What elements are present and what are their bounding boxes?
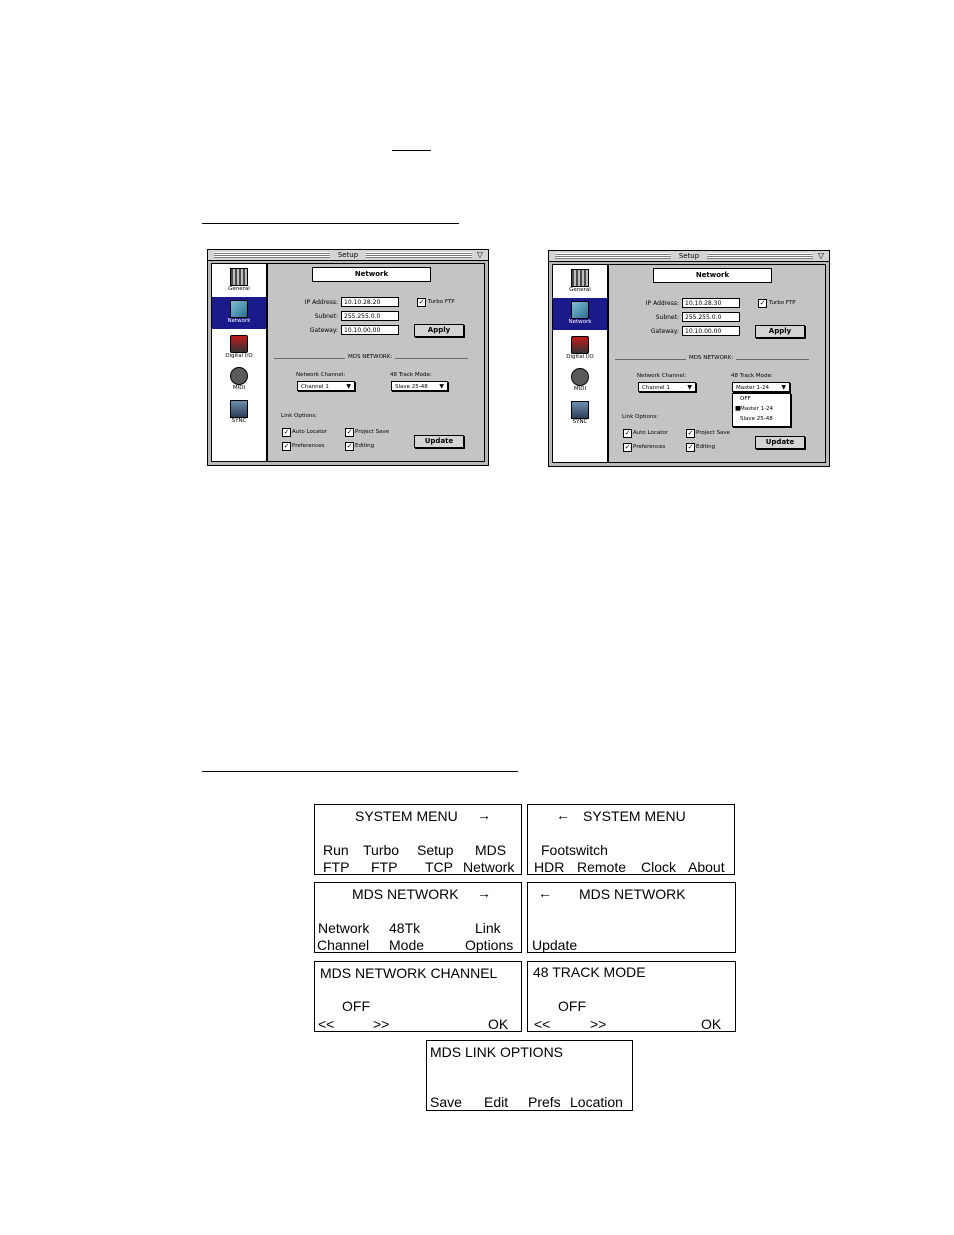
lcd-system-menu-1: [314, 804, 522, 875]
link-options-label: Link Options:: [281, 413, 318, 419]
preferences-checkbox[interactable]: ✓: [624, 443, 631, 451]
general-icon: [571, 269, 589, 287]
lcd-title: MDS LINK OPTIONS: [430, 1044, 564, 1060]
sidebar-item-digital-io[interactable]: Digital I/O: [212, 332, 266, 364]
preferences-label: Preferences: [292, 443, 325, 449]
lcd-softkey-label: Prefs: [528, 1094, 561, 1110]
lcd-title: SYSTEM MENU: [355, 808, 458, 824]
collapse-icon[interactable]: ▽: [817, 251, 825, 260]
project-save-checkbox[interactable]: ✓: [687, 429, 694, 437]
editing-label: Editing: [355, 443, 375, 449]
selected-bullet-icon: ■: [735, 405, 741, 412]
gateway-label: Gateway:: [309, 327, 338, 334]
lcd-value: OFF: [558, 998, 586, 1014]
midi-icon: [571, 368, 589, 386]
title-bar[interactable]: [208, 250, 488, 261]
dropdown-arrow-icon: ▼: [781, 384, 786, 391]
link-options-label: Link Options:: [622, 414, 659, 420]
turbo-ftp-checkbox[interactable]: ✓: [759, 299, 766, 307]
sidebar: [553, 265, 609, 462]
lcd-softkey-label: OK: [701, 1016, 722, 1032]
sidebar-item-network[interactable]: Network: [553, 298, 607, 330]
lcd-softkey-label: Mode: [389, 937, 425, 953]
lcd-softkey-label: Setup: [417, 842, 454, 858]
lcd-48-track-mode: [527, 961, 736, 1032]
sync-icon: [571, 401, 589, 419]
update-button[interactable]: Update: [414, 435, 464, 448]
lcd-softkey-label: Run: [323, 842, 349, 858]
window-title: Setup: [671, 251, 707, 261]
right-arrow-icon: →: [477, 807, 491, 823]
lcd-softkey-label: >>: [373, 1016, 390, 1032]
menu-item-slave[interactable]: Slave 25-48: [740, 416, 773, 422]
subnet-field[interactable]: 255.255.0.0: [341, 311, 399, 321]
section-rule-2: [202, 771, 518, 772]
lcd-title: MDS NETWORK: [579, 886, 686, 902]
dropdown-arrow-icon: ▼: [346, 383, 351, 390]
digital-io-icon: [571, 336, 589, 354]
sidebar-item-general[interactable]: General: [553, 266, 607, 298]
gateway-label: Gateway:: [650, 328, 679, 335]
lcd-softkey-label: Footswitch: [541, 842, 608, 858]
lcd-softkey-label: About: [688, 859, 725, 875]
editing-checkbox[interactable]: ✓: [346, 442, 353, 450]
network-channel-select[interactable]: Channel 1 ▼: [297, 381, 355, 391]
panel-title: Network: [312, 267, 431, 282]
sidebar-item-midi[interactable]: MIDI: [212, 364, 266, 396]
window-title: Setup: [330, 250, 366, 260]
digital-io-icon: [230, 335, 248, 353]
subnet-label: Subnet:: [655, 314, 679, 321]
sidebar-item-general[interactable]: General: [212, 265, 266, 297]
lcd-title: MDS NETWORK CHANNEL: [320, 965, 498, 981]
lcd-softkey-label: Turbo: [363, 842, 400, 858]
left-arrow-icon: ←: [556, 807, 570, 823]
ip-address-field[interactable]: 10.10.28.30: [682, 298, 740, 308]
editing-label: Editing: [696, 444, 716, 450]
lcd-softkey-label: Network: [318, 920, 370, 936]
lcd-softkey-label: Edit: [484, 1094, 509, 1110]
setup-window-right: [548, 250, 830, 467]
project-save-checkbox[interactable]: ✓: [346, 428, 353, 436]
auto-locator-checkbox[interactable]: ✓: [624, 429, 631, 437]
lcd-softkey-label: HDR: [534, 859, 565, 875]
lcd-mds-network-2: [527, 882, 736, 953]
collapse-icon[interactable]: ▽: [476, 250, 484, 259]
ip-address-label: IP Address:: [304, 299, 338, 306]
sync-icon: [230, 400, 248, 418]
dropdown-arrow-icon: ▼: [687, 384, 692, 391]
auto-locator-checkbox[interactable]: ✓: [283, 428, 290, 436]
track-mode-label: 48 Track Mode:: [731, 373, 773, 379]
lcd-softkey-label: Network: [463, 859, 515, 875]
lcd-softkey-label: Remote: [577, 859, 627, 875]
auto-locator-label: Auto Locator: [633, 430, 669, 436]
gateway-field[interactable]: 10.10.00.00: [682, 326, 740, 336]
sidebar-item-network[interactable]: Network: [212, 297, 266, 329]
preferences-checkbox[interactable]: ✓: [283, 442, 290, 450]
network-icon: [230, 300, 248, 318]
sidebar-item-sync[interactable]: SYNC: [553, 398, 607, 430]
lcd-mds-network-channel: [314, 961, 522, 1032]
left-arrow-icon: ←: [538, 885, 552, 901]
mds-network-label: MDS NETWORK:: [686, 355, 736, 361]
menu-item-off[interactable]: OFF: [740, 396, 751, 402]
panel-title: Network: [653, 268, 772, 283]
lcd-value: OFF: [342, 998, 370, 1014]
auto-locator-label: Auto Locator: [292, 429, 328, 435]
lcd-softkey-label: Link: [475, 920, 501, 936]
lcd-softkey-label: FTP: [323, 859, 350, 875]
lcd-mds-link-options: [426, 1040, 633, 1111]
dropdown-arrow-icon: ▼: [439, 383, 444, 390]
right-arrow-icon: →: [477, 885, 491, 901]
lcd-title: MDS NETWORK: [352, 886, 459, 902]
setup-window-left: [207, 249, 489, 466]
lcd-softkey-label: Channel: [317, 937, 370, 953]
lcd-softkey-label: Save: [430, 1094, 462, 1110]
lcd-title: SYSTEM MENU: [583, 808, 686, 824]
track-mode-menu: [732, 393, 791, 427]
lcd-softkey-label: FTP: [371, 859, 398, 875]
preferences-label: Preferences: [633, 444, 666, 450]
lcd-system-menu-2: [527, 804, 735, 875]
section-rule-1: [202, 223, 459, 224]
menu-item-master[interactable]: ■ Master 1-24: [735, 405, 774, 412]
lcd-softkey-label: TCP: [425, 859, 453, 875]
turbo-ftp-checkbox[interactable]: ✓: [418, 298, 425, 306]
update-button[interactable]: Update: [755, 436, 805, 449]
lcd-softkey-label: Clock: [641, 859, 677, 875]
ip-address-field[interactable]: 10.10.28.20: [341, 297, 399, 307]
apply-button[interactable]: Apply: [755, 325, 805, 338]
underline-rule: [392, 150, 431, 151]
lcd-softkey-label: >>: [590, 1016, 607, 1032]
network-icon: [571, 301, 589, 319]
track-mode-select[interactable]: Slave 25-48 ▼: [391, 381, 448, 391]
lcd-softkey-label: <<: [534, 1016, 551, 1032]
track-mode-label: 48 Track Mode:: [390, 372, 432, 378]
sidebar-item-sync[interactable]: SYNC: [212, 397, 266, 429]
editing-checkbox[interactable]: ✓: [687, 443, 694, 451]
track-mode-select[interactable]: Master 1-24 ▼: [732, 382, 790, 392]
network-channel-label: Network Channel:: [637, 373, 687, 379]
network-channel-select[interactable]: Channel 1 ▼: [638, 382, 696, 392]
subnet-field[interactable]: 255.255.0.0: [682, 312, 740, 322]
lcd-softkey-label: MDS: [475, 842, 507, 858]
gateway-field[interactable]: 10.10.00.00: [341, 325, 399, 335]
title-bar[interactable]: [549, 251, 829, 262]
lcd-softkey-label: <<: [318, 1016, 335, 1032]
lcd-softkey-label: 48Tk: [389, 920, 421, 936]
sidebar: [212, 264, 268, 461]
midi-icon: [230, 367, 248, 385]
mds-network-label: MDS NETWORK:: [345, 354, 395, 360]
turbo-ftp-label: Turbo FTP: [428, 299, 455, 305]
lcd-softkey-label: Options: [465, 937, 514, 953]
subnet-label: Subnet:: [314, 313, 338, 320]
general-icon: [230, 268, 248, 286]
ip-address-label: IP Address:: [645, 300, 679, 307]
lcd-softkey-label: Update: [532, 937, 578, 953]
lcd-title: 48 TRACK MODE: [533, 964, 646, 980]
sidebar-item-digital-io[interactable]: Digital I/O: [553, 333, 607, 365]
project-save-label: Project Save: [696, 430, 731, 436]
lcd-mds-network-1: [314, 882, 522, 953]
lcd-softkey-label: Location: [570, 1094, 623, 1110]
turbo-ftp-label: Turbo FTP: [769, 300, 796, 306]
network-channel-label: Network Channel:: [296, 372, 346, 378]
project-save-label: Project Save: [355, 429, 390, 435]
apply-button[interactable]: Apply: [414, 324, 464, 337]
lcd-softkey-label: OK: [488, 1016, 509, 1032]
sidebar-item-midi[interactable]: MIDI: [553, 365, 607, 397]
